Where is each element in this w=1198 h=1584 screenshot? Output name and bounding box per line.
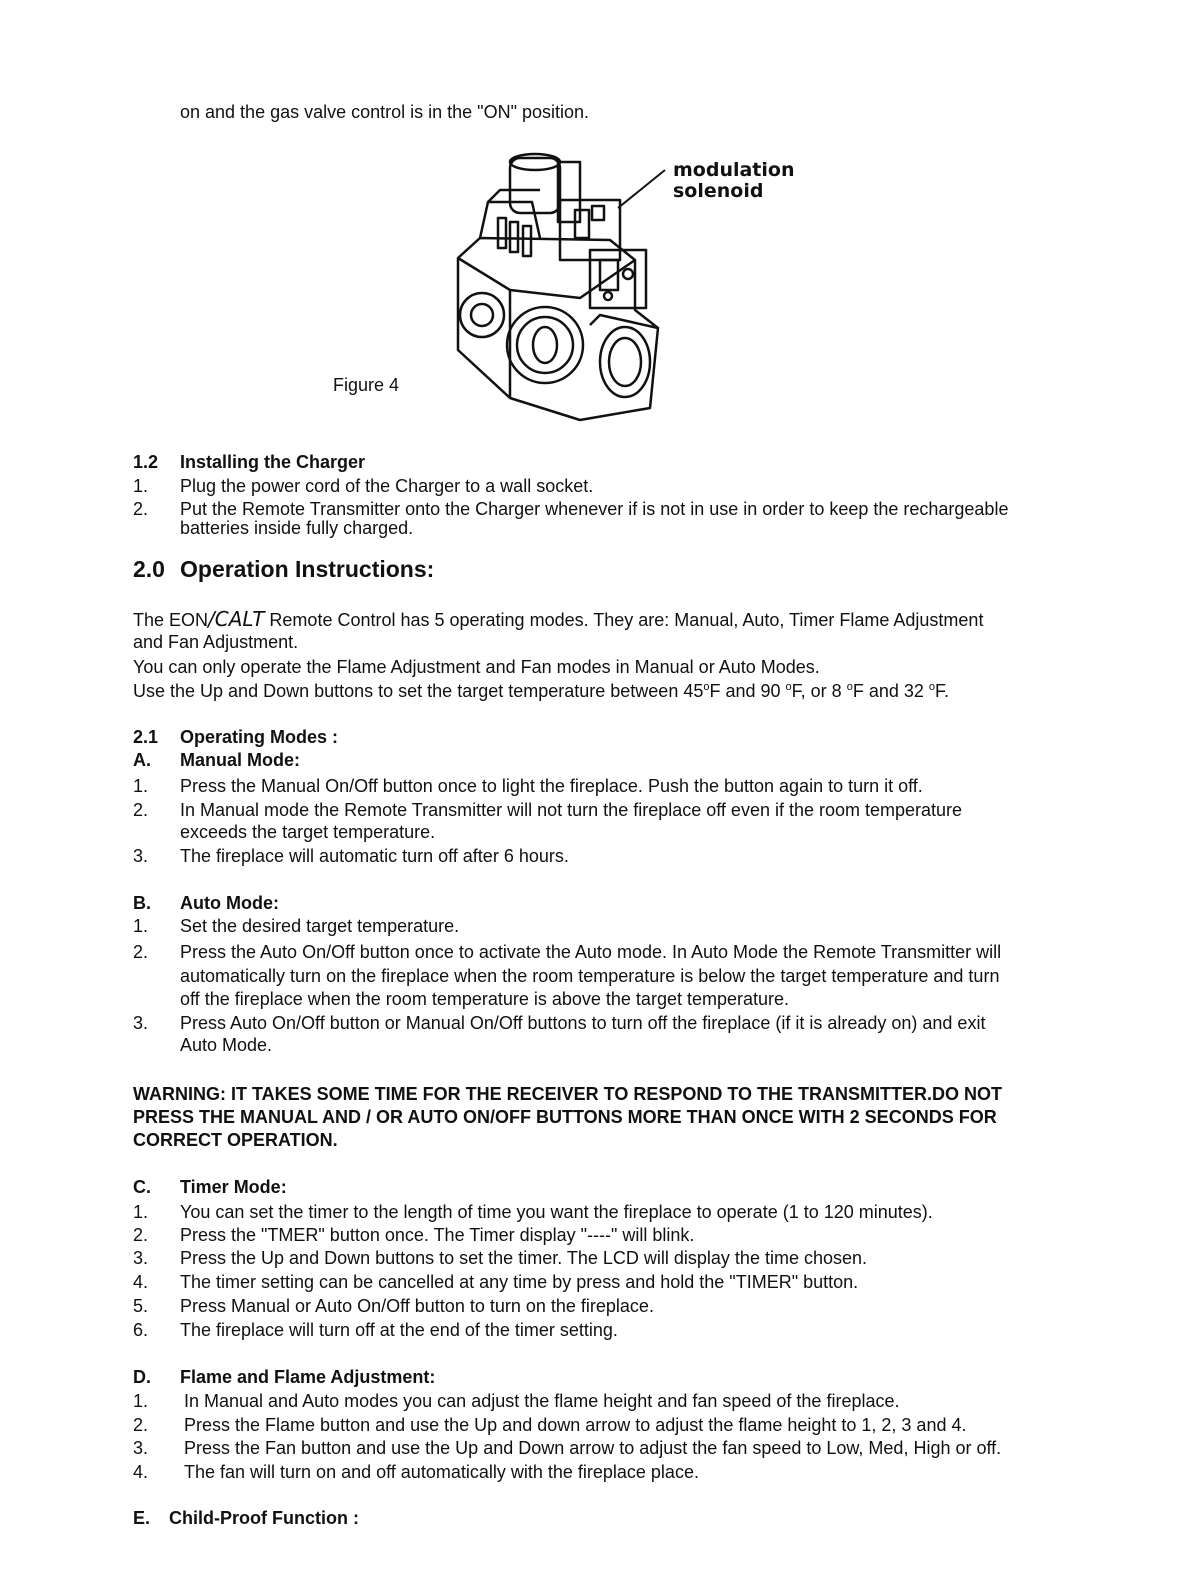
temp-text: Use the Up and Down buttons to set the target temperature between 45	[133, 681, 704, 701]
degree-sign: o	[785, 681, 792, 693]
solenoid-label-line2: solenoid	[673, 180, 764, 202]
valve-main-knob	[507, 307, 583, 383]
list-item: Press Manual or Auto On/Off button to turn on the fireplace.	[180, 1296, 654, 1316]
list-number: 4.	[133, 1462, 149, 1482]
section-number: 1.2	[133, 452, 159, 472]
temp-text: F.	[935, 681, 950, 701]
list-number: 1.	[133, 476, 149, 496]
list-number: 6.	[133, 1320, 149, 1340]
list-number: 1.	[133, 1391, 149, 1411]
mode-letter: A.	[133, 750, 151, 770]
paragraph-text: Remote Control has 5 operating modes. They are: Manual, Auto, Timer Flame Adjustment	[264, 610, 984, 630]
list-number: 1.	[133, 916, 149, 936]
list-item: Press the Fan button and use the Up and Down arrow to adjust the fan speed to Low, Med, High or off.	[184, 1438, 1002, 1458]
list-item: In Manual mode the Remote Transmitter will not turn the fireplace off even if the room temperature	[180, 800, 963, 820]
solenoid-label-line1: modulation	[673, 159, 795, 181]
temp-text: F and 32	[852, 681, 929, 701]
paragraph-intro	[133, 608, 983, 631]
mode-title: Timer Mode:	[180, 1177, 287, 1197]
list-item: Set the desired target temperature.	[180, 916, 460, 936]
degree-sign: o	[928, 681, 936, 693]
section-number: 2.0	[133, 556, 165, 582]
list-item: Put the Remote Transmitter onto the Charger whenever if is not in use in order to keep the rechargeable	[180, 499, 1009, 519]
list-item: Press the Auto On/Off button once to activate the Auto mode. In Auto Mode the Remote Transmitter will	[180, 942, 1002, 962]
warning-line: WARNING: IT TAKES SOME TIME FOR THE RECEIVER TO RESPOND TO THE TRANSMITTER.DO NOT	[133, 1084, 1003, 1104]
list-item: Press Auto On/Off button or Manual On/Off buttons to turn off the fireplace (if it is already on) and exit	[180, 1013, 986, 1033]
temp-text: F, or 8	[791, 681, 847, 701]
list-item: exceeds the target temperature.	[180, 822, 436, 842]
list-item: Press the Manual On/Off button once to light the fireplace. Push the button again to turn it off.	[180, 776, 923, 796]
list-item: batteries inside fully charged.	[180, 518, 414, 538]
label-leader-line	[618, 170, 665, 208]
valve-top-cylinder	[510, 158, 560, 213]
mode-letter: C.	[133, 1177, 151, 1197]
list-number: 3.	[133, 1438, 149, 1458]
list-item: The fan will turn on and off automatically with the fireplace place.	[184, 1462, 699, 1482]
list-item: The fireplace will automatic turn off after 6 hours.	[180, 846, 569, 866]
degree-sign: o	[703, 681, 710, 693]
list-item: Plug the power cord of the Charger to a wall socket.	[180, 476, 594, 496]
list-item: off the fireplace when the room temperature is above the target temperature.	[180, 989, 790, 1009]
intro-line: on and the gas valve control is in the "ON" position.	[180, 102, 590, 122]
list-item: You can set the timer to the length of time you want the fireplace to operate (1 to 120 minutes).	[180, 1202, 933, 1222]
mode-letter: D.	[133, 1367, 151, 1387]
section-title: Operation Instructions:	[180, 556, 435, 582]
temperature-range-line	[133, 680, 949, 702]
temp-text: F and 90	[709, 681, 786, 701]
brand-logo: /CALT	[208, 607, 265, 631]
list-number: 3.	[133, 1013, 149, 1033]
paragraph-line: You can only operate the Flame Adjustment and Fan modes in Manual or Auto Modes.	[133, 657, 820, 677]
list-item: Press the Flame button and use the Up and down arrow to adjust the flame height to 1, 2, 3 and 4.	[184, 1415, 967, 1435]
brand-eon: The EON	[133, 610, 209, 630]
section-title: Installing the Charger	[180, 452, 366, 472]
list-item: Auto Mode.	[180, 1035, 273, 1055]
list-number: 3.	[133, 1248, 149, 1268]
list-number: 2.	[133, 1225, 149, 1245]
mode-title: Flame and Flame Adjustment:	[180, 1367, 436, 1387]
list-number: 2.	[133, 800, 149, 820]
valve-small-dial	[460, 293, 504, 337]
warning-line: PRESS THE MANUAL AND / OR AUTO ON/OFF BUTTONS MORE THAN ONCE WITH 2 SECONDS FOR	[133, 1107, 997, 1127]
list-number: 2.	[133, 499, 149, 519]
list-number: 5.	[133, 1296, 149, 1316]
degree-sign: o	[846, 681, 853, 693]
mode-letter: E.	[133, 1508, 151, 1528]
mode-letter: B.	[133, 893, 151, 913]
list-item: Press the "TMER" button once. The Timer display "----" will blink.	[180, 1225, 695, 1245]
list-item: In Manual and Auto modes you can adjust the flame height and fan speed of the fireplace.	[184, 1391, 900, 1411]
mode-title: Manual Mode:	[180, 750, 300, 770]
list-number: 1.	[133, 1202, 149, 1222]
list-number: 3.	[133, 846, 149, 866]
section-number: 2.1	[133, 727, 159, 747]
warning-line: CORRECT OPERATION.	[133, 1130, 338, 1150]
solenoid-label	[673, 160, 795, 202]
list-item: The fireplace will turn off at the end of the timer setting.	[180, 1320, 618, 1340]
list-number: 1.	[133, 776, 149, 796]
mode-title: Auto Mode:	[180, 893, 279, 913]
mode-title: Child-Proof Function :	[169, 1508, 359, 1528]
list-number: 4.	[133, 1272, 149, 1292]
figure-caption: Figure 4	[333, 375, 400, 395]
list-item: The timer setting can be cancelled at any time by press and hold the "TIMER" button.	[180, 1272, 859, 1292]
list-number: 2.	[133, 942, 149, 962]
list-number: 2.	[133, 1415, 149, 1435]
paragraph-line: and Fan Adjustment.	[133, 632, 299, 652]
list-item: Press the Up and Down buttons to set the timer. The LCD will display the time chosen.	[180, 1248, 868, 1268]
section-title: Operating Modes :	[180, 727, 339, 747]
list-item: automatically turn on the fireplace when the room temperature is below the target temperature and turn	[180, 966, 1000, 986]
